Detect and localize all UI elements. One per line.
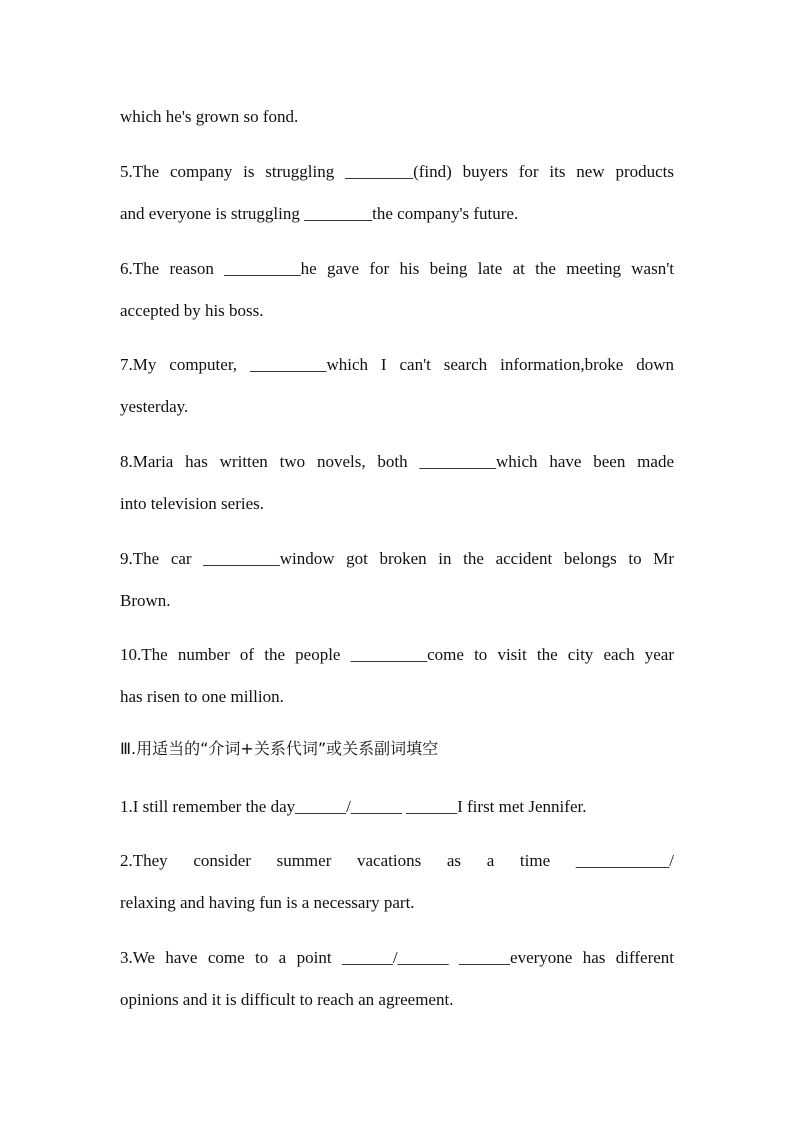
question-6-line-2: accepted by his boss.: [120, 301, 264, 320]
section3-question-3-line-2: opinions and it is difficult to reach an agreement.: [120, 990, 454, 1009]
question-10-line-1: 10.The number of the people _________come to visit the city each year: [120, 645, 674, 664]
question-5-line-2: and everyone is struggling ________the company's future.: [120, 204, 519, 223]
question-10-line-2: has risen to one million.: [120, 687, 284, 706]
section3-question-2-line-1: 2.They consider summer vacations as a time ___________/: [120, 851, 674, 870]
question-5-line-1: 5.The company is struggling ________(find) buyers for its new products: [120, 162, 674, 181]
question-9-line-2: Brown.: [120, 591, 171, 610]
question-6-line-1: 6.The reason _________he gave for his being late at the meeting wasn't: [120, 259, 674, 278]
question-8-line-1: 8.Maria has written two novels, both _________which have been made: [120, 452, 674, 471]
question-8-line-2: into television series.: [120, 494, 265, 513]
question-9-line-1: 9.The car _________window got broken in the accident belongs to Mr: [120, 549, 674, 568]
question-7-line-2: yesterday.: [120, 397, 189, 416]
section3-question-1: 1.I still remember the day______/______ ______I first met Jennifer.: [120, 797, 587, 816]
section-heading: Ⅲ.用适当的“介词+关系代词”或关系副词填空: [120, 739, 439, 758]
question-7-line-1: 7.My computer, _________which I can't search information,broke down: [120, 355, 674, 374]
section3-question-3-line-1: 3.We have come to a point ______/______ ______everyone has different: [120, 948, 674, 967]
text-line-continuation: which he's grown so fond.: [120, 107, 299, 126]
section3-question-2-line-2: relaxing and having fun is a necessary part.: [120, 893, 415, 912]
document-page: [120, 0, 674, 1123]
